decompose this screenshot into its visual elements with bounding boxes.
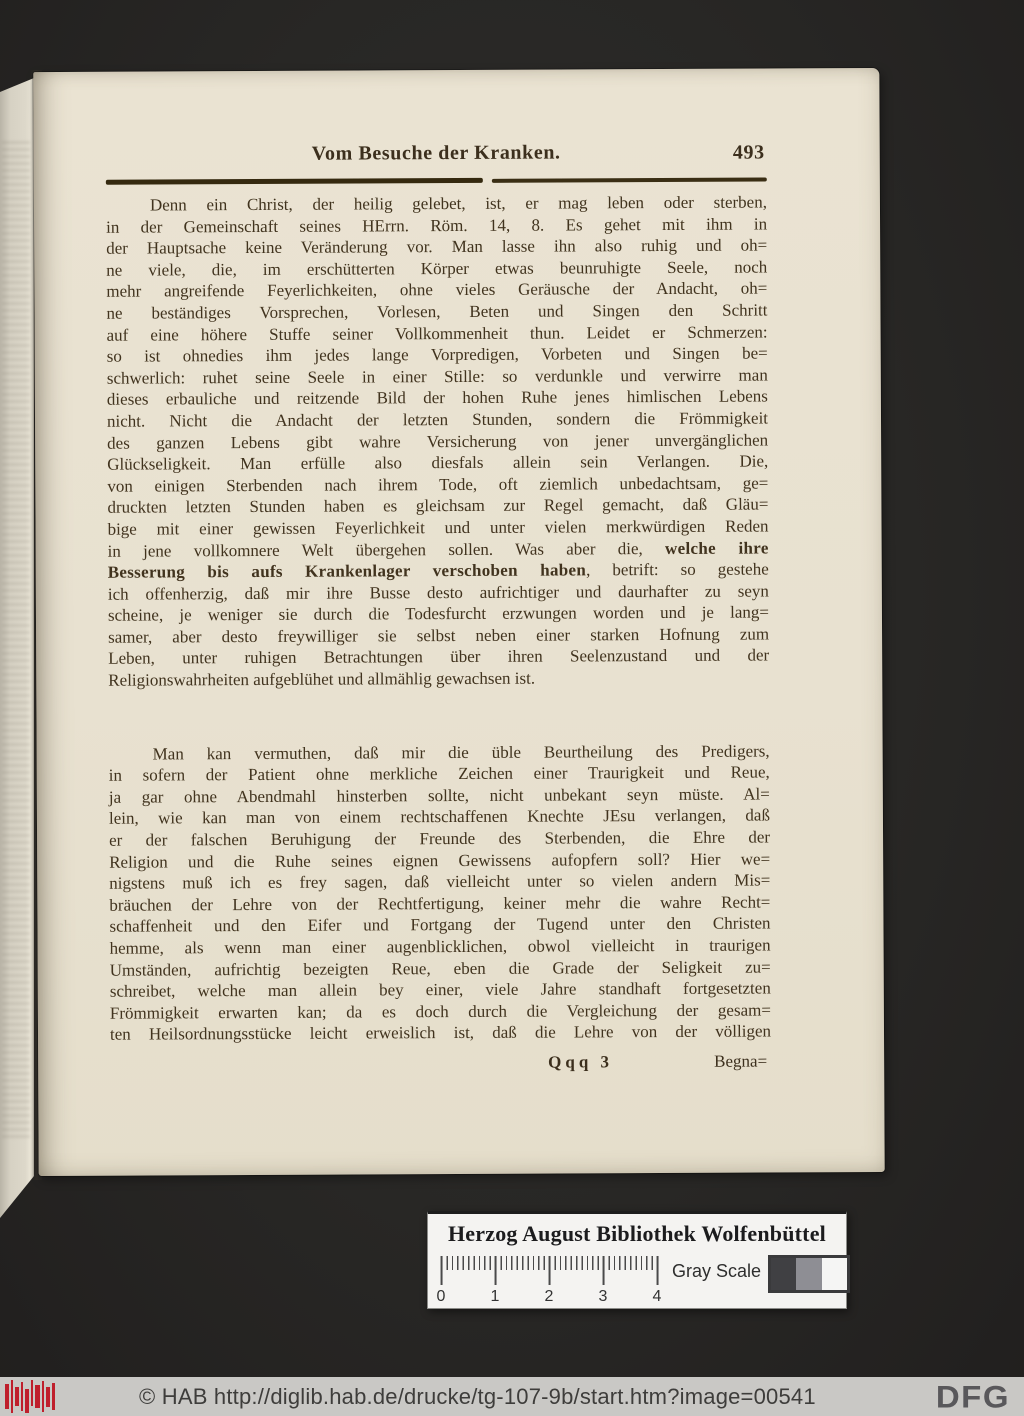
facing-page-edge bbox=[0, 78, 34, 1218]
text-line: Glückseligkeit. Man erfülle also diesfals allein sein Verlangen. Die, bbox=[107, 451, 769, 474]
text-line: Denn ein Christ, der heilig gelebet, ist, er mag leben oder sterben, bbox=[149, 192, 767, 215]
header-rule-right bbox=[492, 177, 767, 182]
text-line: lein, wie kan man von einem rechtschaffenen Knechte JEsu verlangen, daß bbox=[108, 805, 770, 829]
gray-patch bbox=[771, 1258, 796, 1290]
library-label bbox=[427, 1211, 847, 1309]
ruler-number: 0 bbox=[436, 1288, 446, 1305]
gray-scale-patches bbox=[768, 1255, 850, 1293]
color-control-marks-icon bbox=[5, 1380, 59, 1413]
text-line: nigstens muß ich es frey sagen, daß vielleicht unter so vielen andern Mis= bbox=[109, 870, 771, 893]
text-line: Leben, unter ruhigen Betrachtungen über ihren Seelenzustand und der bbox=[108, 645, 770, 669]
ruler-number: 3 bbox=[598, 1288, 608, 1305]
paragraph-2 bbox=[109, 740, 771, 1046]
gray-patch bbox=[796, 1258, 821, 1290]
text-line: in der Gemeinschaft seines HErrn. Röm. 14, 8. Es gehet mit ihm in bbox=[106, 214, 768, 237]
catchword: Begna= bbox=[714, 1051, 768, 1071]
text-line: Man kan vermuthen, daß mir die üble Beurtheilung des Predigers, bbox=[152, 741, 770, 764]
text-line: Umständen, aufrichtig bezeigten Reue, eben die Grade der Seligkeit zu= bbox=[109, 957, 771, 980]
dfg-logo: DFG bbox=[935, 1378, 1010, 1414]
header-rule bbox=[106, 176, 767, 184]
gray-scale-caption: Gray Scale bbox=[671, 1261, 761, 1281]
footer-strip bbox=[0, 1377, 1024, 1416]
running-title: Vom Besuche der Kranken. bbox=[311, 141, 561, 165]
text-line: bräuchen der Lehre von der Rechtfertigung, keiner mehr die wahre Recht= bbox=[109, 892, 771, 915]
text-line: ne viele, die, im erschütterten Körper etwas beunruhigte Seele, noch bbox=[106, 257, 768, 280]
ruler-number: 1 bbox=[490, 1288, 500, 1305]
page-number: 493 bbox=[732, 141, 765, 164]
text-line: so ist ohnedies ihm jedes lange Vorpredigen, Vorbeten und Singen be= bbox=[106, 343, 768, 366]
text-line: Besserung bis aufs Krankenlager verschoben haben, betrift: so gestehe bbox=[107, 559, 769, 582]
signature-row bbox=[110, 1051, 771, 1078]
text-line: ne beständiges Vorsprechen, Vorlesen, Beten und Singen den Schritt bbox=[106, 300, 768, 323]
ruler-number: 2 bbox=[544, 1288, 554, 1305]
header-rule-left bbox=[106, 178, 483, 185]
text-line: auf eine höhere Stuffe seiner Vollkommenheit thun. Leidet er Schmerzen: bbox=[106, 322, 768, 345]
text-line: ten Heilsordnungsstücke leicht erweislich ist, daß die Lehre von der völligen bbox=[109, 1021, 772, 1045]
text-line: samer, aber desto freywilliger sie selbst neben einer starken Hofnung zum bbox=[108, 624, 770, 647]
text-line: nicht. Nicht die Andacht der letzten Stunden, sondern die Frömmigkeit bbox=[106, 408, 769, 431]
text-line: der Hauptsache keine Veränderung vor. Man lasse ihn also ruhig und oh= bbox=[106, 235, 768, 258]
text-line: schaffenheit und den Eifer und Fortgang der Tugend unter den Christen bbox=[109, 913, 771, 937]
text-line: er der falschen Beruhigung der Freunde des Sterbenden, die Ehre der bbox=[109, 827, 771, 850]
text-line: bige mit einer gewissen Feyerlichkeit und unter vielen merkwürdigen Reden bbox=[107, 516, 769, 539]
text-line: des ganzen Lebens gibt wahre Versicherung von jener unvergänglichen bbox=[107, 430, 769, 453]
show-through-text bbox=[2, 138, 30, 1138]
page-header bbox=[106, 140, 767, 175]
library-name: Herzog August Bibliothek Wolfenbüttel bbox=[448, 1221, 826, 1246]
cm-ruler bbox=[436, 1256, 662, 1306]
text-line: hemme, als wenn man einer augenblicklichen, obwol vielleicht in traurigen bbox=[109, 935, 771, 958]
text-line: mehr angreifende Feyerlichkeiten, ohne vieles Geräusche der Andacht, oh= bbox=[106, 278, 768, 302]
text-line: ich offenherzig, daß mir ihre Busse desto aufrichtiger und daurhafter zu seyn bbox=[107, 581, 769, 604]
text-line: schwerlich: ruhet seine Seele in einer Stille: so verdunkle und verwirre man bbox=[106, 365, 768, 388]
text-line: druckten letzten Stunden haben es gleichsam zur Regel gemacht, daß Gläu= bbox=[107, 494, 769, 518]
text-line: in sofern der Patient ohne merkliche Zeichen einer Traurigkeit und Reue, bbox=[108, 762, 770, 785]
text-line: Religion und die Ruhe seines eignen Gewissens aufopfern soll? Hier we= bbox=[109, 849, 771, 872]
source-url: © HAB http://diglib.hab.de/drucke/tg-107-9b/start.htm?image=00541 bbox=[139, 1383, 816, 1409]
text-line: scheine, je weniger sie durch die Todesfurcht erzwungen worden und je lang= bbox=[107, 602, 770, 625]
text-line: dieses erbauliche und reitzende Bild der hohen Ruhe jenes himlischen Lebens bbox=[106, 386, 768, 410]
text-line: schreibet, welche man allein bey einer, viele Jahre standhaft fortgesetzten bbox=[109, 978, 771, 1001]
page-content bbox=[33, 68, 884, 1079]
text-line: ja gar ohne Abendmahl hinsterben sollte, nicht unbekant seyn müste. Al= bbox=[108, 784, 770, 807]
text-line: von einigen Sterbenden nach ihrem Tode, oft ziemlich unbedachtsam, ge= bbox=[107, 473, 769, 496]
text-line: Religionswahrheiten aufgeblühet und allmählig gewachsen ist. bbox=[108, 668, 536, 690]
gray-patch bbox=[822, 1258, 847, 1290]
signature-mark: Qqq 3 bbox=[548, 1052, 614, 1072]
scanned-book-page bbox=[33, 68, 884, 1176]
ruler-number: 4 bbox=[652, 1288, 662, 1305]
text-line: in jene vollkomnere Welt übergehen sollen. Was aber die, welche ihre bbox=[107, 537, 769, 561]
text-line: Frömmigkeit erwarten kan; da es doch durch die Vergleichung der gesam= bbox=[109, 1000, 771, 1023]
paragraph-1 bbox=[106, 191, 769, 691]
